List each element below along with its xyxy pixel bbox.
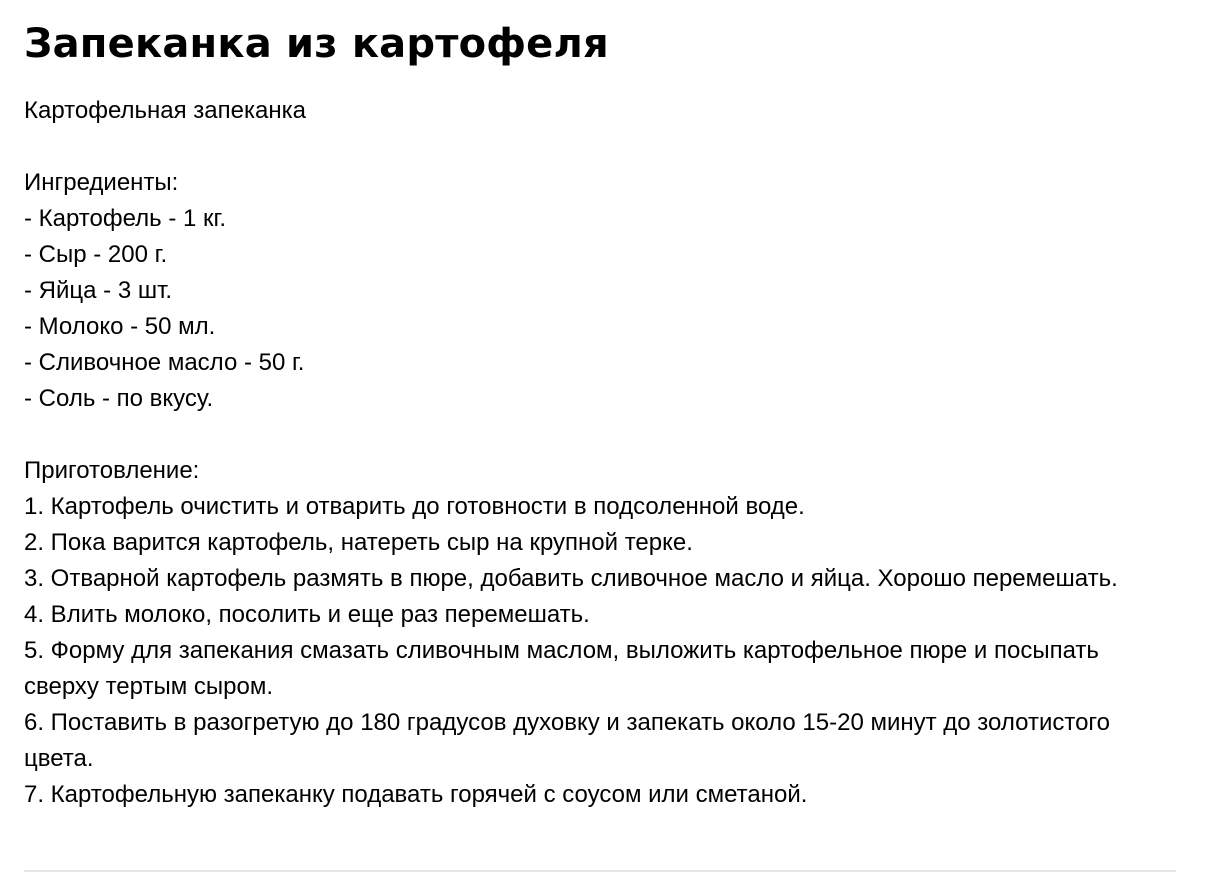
step-item: 5. Форму для запекания смазать сливочным маслом, выложить картофельное пюре и посыпать сверху тертым сыром. [24, 637, 1099, 700]
recipe-subtitle: Картофельная запеканка [24, 97, 306, 124]
step-item: 1. Картофель очистить и отварить до готовности в подсоленной воде. [24, 493, 805, 520]
ingredient-item: - Яйца - 3 шт. [24, 277, 173, 304]
step-item: 2. Пока варится картофель, натереть сыр на крупной терке. [24, 529, 693, 556]
ingredient-item: - Соль - по вкусу. [24, 385, 214, 412]
bottom-divider [24, 870, 1176, 872]
ingredient-item: - Сливочное масло - 50 г. [24, 349, 305, 376]
step-item: 6. Поставить в разогретую до 180 градусов духовку и запекать около 15-20 минут до золотистого цвета. [24, 709, 1110, 772]
blank-line [24, 129, 1176, 165]
blank-line [24, 417, 1176, 453]
ingredient-item: - Картофель - 1 кг. [24, 205, 227, 232]
step-item: 4. Влить молоко, посолить и еще раз перемешать. [24, 601, 590, 628]
step-item: 7. Картофельную запеканку подавать горячей с соусом или сметаной. [24, 781, 808, 808]
ingredient-item: - Молоко - 50 мл. [24, 313, 216, 340]
ingredient-item: - Сыр - 200 г. [24, 241, 168, 268]
step-item: 3. Отварной картофель размять в пюре, добавить сливочное масло и яйца. Хорошо перемешать. [24, 565, 1118, 592]
recipe-body [24, 93, 1176, 813]
recipe-article [24, 18, 1176, 813]
steps-heading: Приготовление: [24, 457, 200, 484]
page-title: Запеканка из картофеля [24, 21, 609, 67]
ingredients-heading: Ингредиенты: [24, 169, 179, 196]
